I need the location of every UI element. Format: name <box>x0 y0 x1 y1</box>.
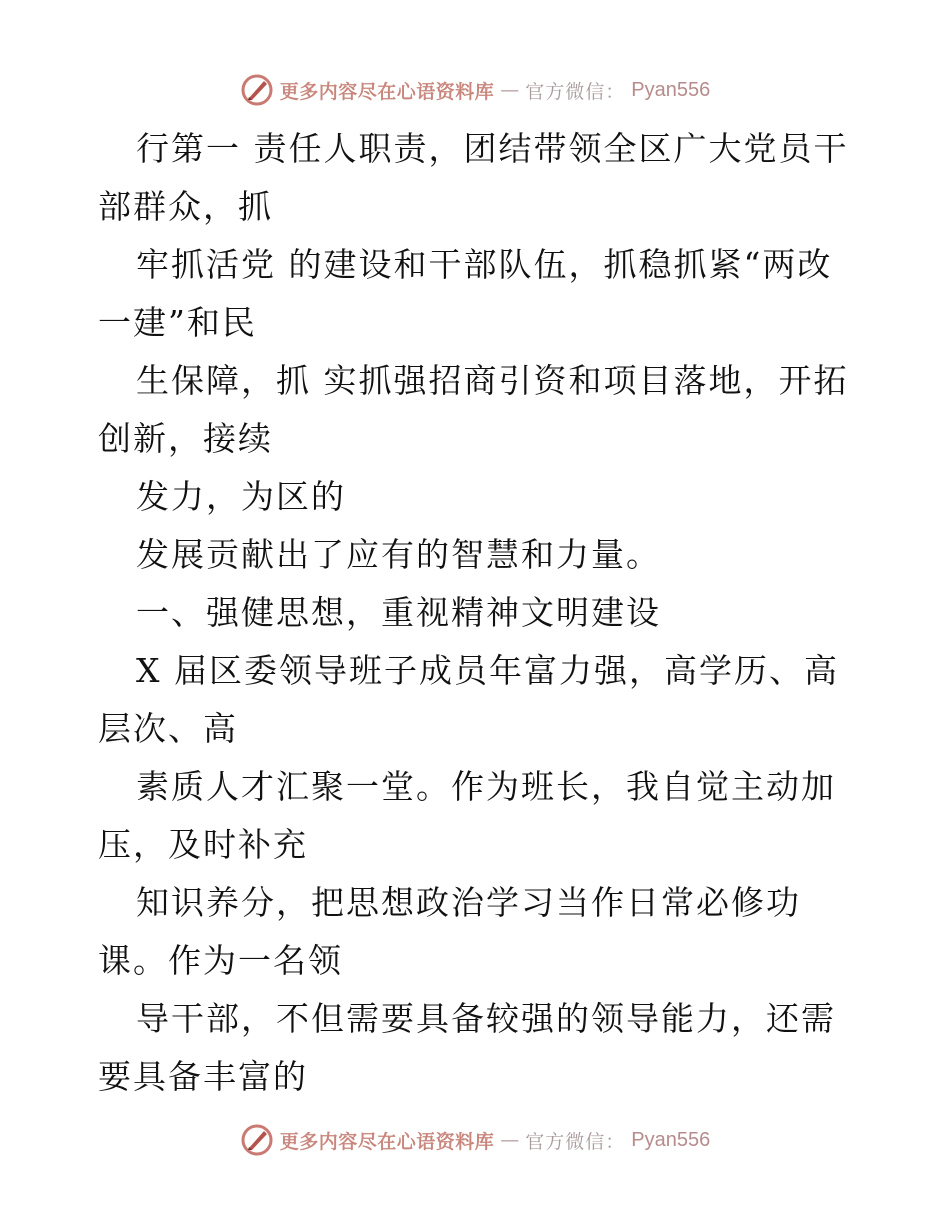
document-body <box>98 120 858 1106</box>
paragraph: 行第一 责任人职责，团结带领全区广大党员干部群众，抓 <box>98 129 849 226</box>
paragraph: 牢抓活党 的建设和干部队伍，抓稳抓紧“两改一建”和民 <box>98 245 833 342</box>
paragraph: 发展贡献出了应有的智慧和力量。 <box>136 535 661 574</box>
paragraph: 知识养分，把思想政治学习当作日常必修功课。作为一名领 <box>98 883 801 980</box>
paragraph: X 届区委领导班子成员年富力强，高学历、高层次、高 <box>98 651 839 748</box>
paragraph: 导干部，不但需要具备较强的领导能力，还需要具备丰富的 <box>98 999 836 1096</box>
watermark-wechat-id: Pyan556 <box>631 78 711 101</box>
header-watermark <box>0 70 950 110</box>
footer-watermark <box>0 1120 950 1160</box>
paragraph: 素质人才汇聚一堂。作为班长，我自觉主动加压，及时补充 <box>98 767 836 864</box>
watermark-official-label: 官方微信： <box>525 80 626 103</box>
paragraph: 生保障，抓 实抓强招商引资和项目落地，开拓创新，接续 <box>98 361 849 458</box>
watermark-separator: — <box>500 79 520 101</box>
watermark-official-label: 官方微信： <box>525 1130 626 1153</box>
watermark-site-text: 更多内容尽在心语资料库 <box>279 80 495 103</box>
watermark-separator: — <box>500 1129 520 1151</box>
paragraph: 发力，为区的 <box>136 477 346 516</box>
watermark-site-text: 更多内容尽在心语资料库 <box>279 1130 495 1153</box>
watermark-wechat-id: Pyan556 <box>631 1128 711 1151</box>
quill-logo-icon <box>240 1123 274 1157</box>
section-heading: 一、强健思想，重视精神文明建设 <box>136 593 661 632</box>
quill-logo-icon <box>240 73 274 107</box>
